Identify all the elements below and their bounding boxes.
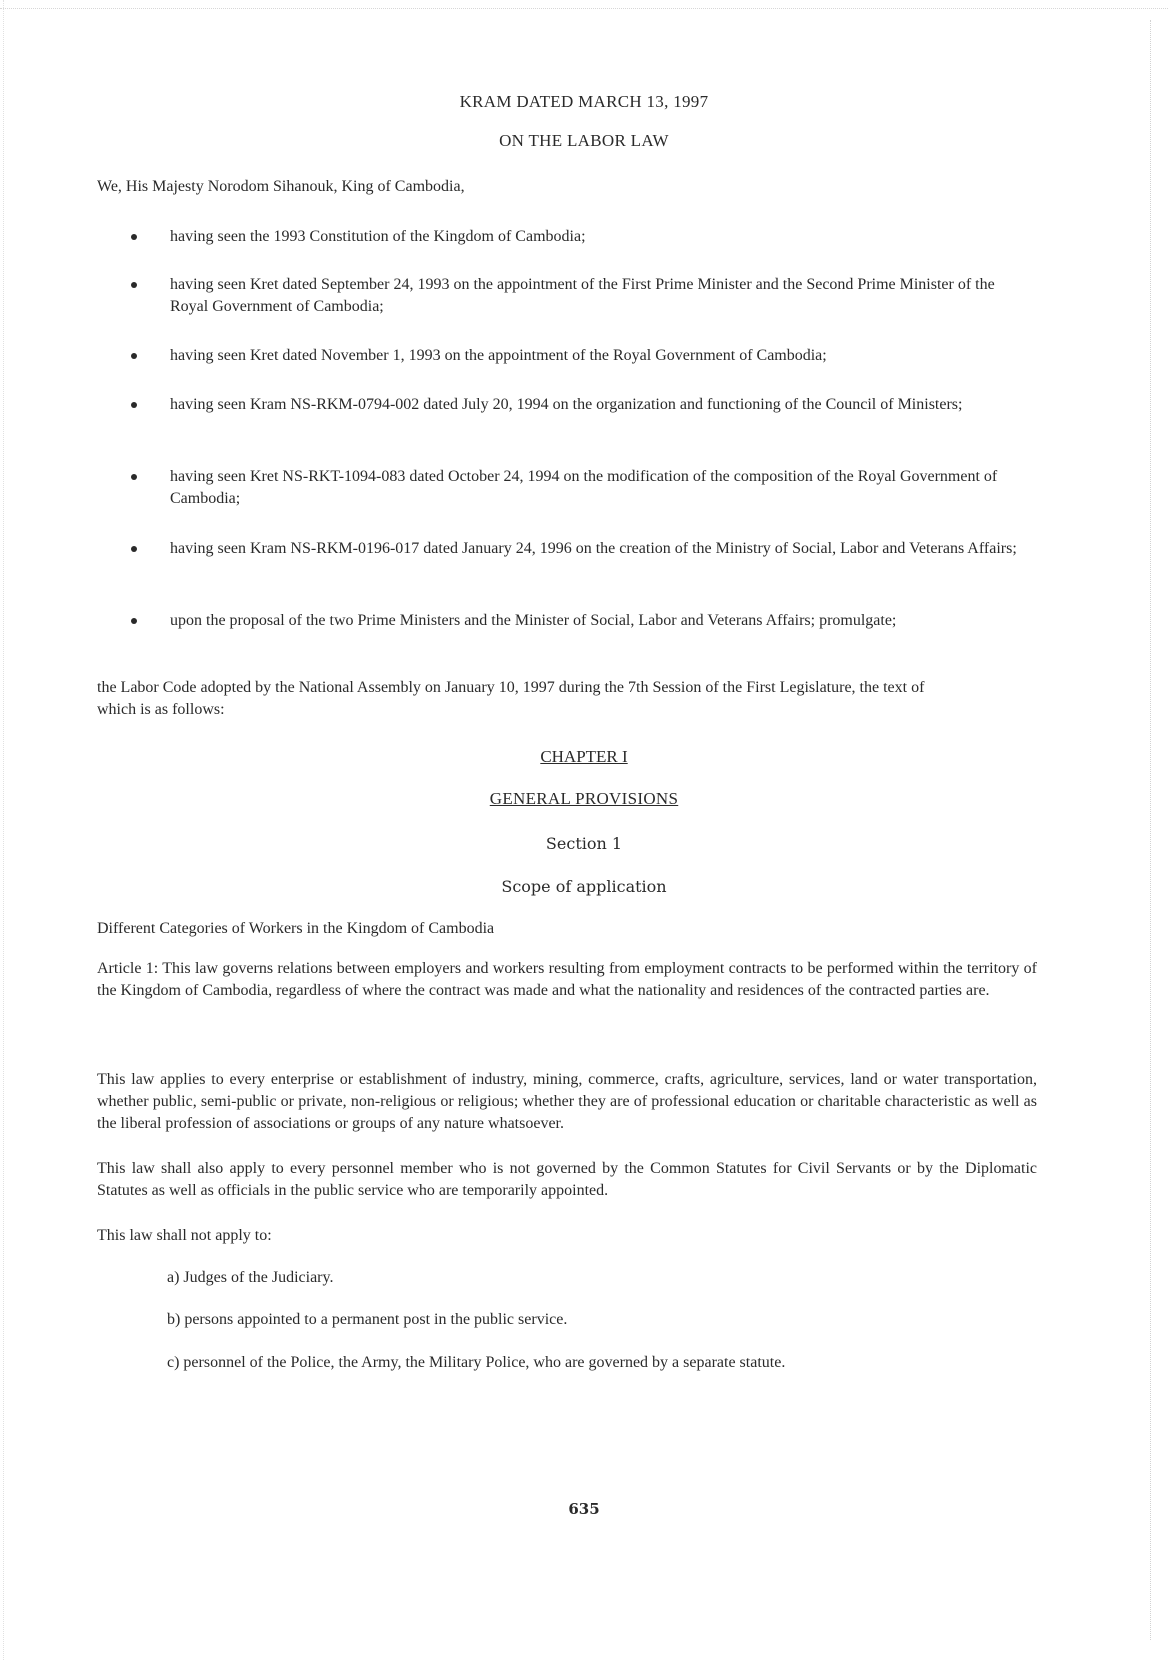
scan-noise-top bbox=[0, 8, 1168, 11]
scan-noise-left bbox=[3, 0, 5, 1660]
exclusion-item: c) personnel of the Police, the Army, the Military Police, who are governed by a separate statute. bbox=[167, 1354, 786, 1371]
recital-text: having seen Kret NS-RKT-1094-083 dated October 24, 1994 on the modification of the composition of the Royal Government of Cambodia; bbox=[170, 468, 998, 507]
document-subtitle: ON THE LABOR LAW bbox=[499, 131, 669, 150]
bullet-icon bbox=[131, 282, 137, 288]
exclusion-item: a) Judges of the Judiciary. bbox=[167, 1269, 334, 1286]
scan-noise-right bbox=[1150, 20, 1152, 1640]
chapter-heading: CHAPTER I bbox=[540, 747, 628, 766]
recital-text: having seen Kret dated September 24, 1993 on the appointment of the First Prime Minister and the Second Prime Minister of the Royal Government of Cambodia; bbox=[170, 276, 995, 315]
bullet-icon bbox=[131, 234, 137, 240]
section-heading: Section 1 bbox=[545, 834, 623, 853]
recital-item bbox=[131, 274, 1031, 318]
recital-text: having seen Kret dated November 1, 1993 on the appointment of the Royal Government of Cambodia; bbox=[170, 347, 827, 364]
intro-line: We, His Majesty Norodom Sihanouk, King of Cambodia, bbox=[97, 178, 465, 195]
recital-item bbox=[131, 610, 1031, 632]
categories-heading: Different Categories of Workers in the Kingdom of Cambodia bbox=[97, 920, 495, 937]
not-apply-paragraph: This law shall not apply to: bbox=[97, 1227, 272, 1244]
page-number: 635 bbox=[568, 1500, 600, 1518]
exclusion-item: b) persons appointed to a permanent post in the public service. bbox=[167, 1311, 568, 1328]
also-apply-paragraph: This law shall also apply to every personnel member who is not governed by the Common Statutes for Civil Servants or by the Diplomatic Statutes as well as officials in the public service who are temporarily appointed. bbox=[97, 1160, 1037, 1199]
recital-item bbox=[131, 226, 1031, 248]
labor-code-paragraph: the Labor Code adopted by the National Assembly on January 10, 1997 during the 7th Session of the First Legislature, the text of which is as follows: bbox=[97, 679, 925, 718]
recital-text: having seen Kram NS-RKM-0794-002 dated July 20, 1994 on the organization and functioning of the Council of Ministers; bbox=[170, 396, 963, 413]
recital-item bbox=[131, 394, 1031, 416]
section-title: Scope of application bbox=[501, 877, 667, 896]
article-1-paragraph: Article 1: This law governs relations between employers and workers resulting from employment contracts to be performed within the territory of the Kingdom of Cambodia, regardless of where the contract was made and what the nationality and residences of the contracted parties are. bbox=[97, 960, 1037, 999]
document-title: KRAM DATED MARCH 13, 1997 bbox=[459, 92, 709, 111]
bullet-icon bbox=[131, 353, 137, 359]
bullet-icon bbox=[131, 618, 137, 624]
recital-item bbox=[131, 345, 1031, 367]
bullet-icon bbox=[131, 402, 137, 408]
recital-text: upon the proposal of the two Prime Ministers and the Minister of Social, Labor and Veterans Affairs; promulgate; bbox=[170, 612, 897, 629]
bullet-icon bbox=[131, 546, 137, 552]
bullet-icon bbox=[131, 474, 137, 480]
applies-paragraph: This law applies to every enterprise or establishment of industry, mining, commerce, crafts, agriculture, services, land or water transportation, whether public, semi-public or private, non-religious or religious; whether they are of professional education or charitable characteristic as well as the liberal profession of associations or groups of any nature whatsoever. bbox=[97, 1071, 1037, 1132]
chapter-title: GENERAL PROVISIONS bbox=[489, 789, 679, 808]
recital-item bbox=[131, 466, 1031, 510]
recital-item bbox=[131, 538, 1031, 560]
recital-text: having seen Kram NS-RKM-0196-017 dated January 24, 1996 on the creation of the Ministry of Social, Labor and Veterans Affairs; bbox=[170, 540, 1017, 557]
recital-text: having seen the 1993 Constitution of the Kingdom of Cambodia; bbox=[170, 228, 586, 245]
